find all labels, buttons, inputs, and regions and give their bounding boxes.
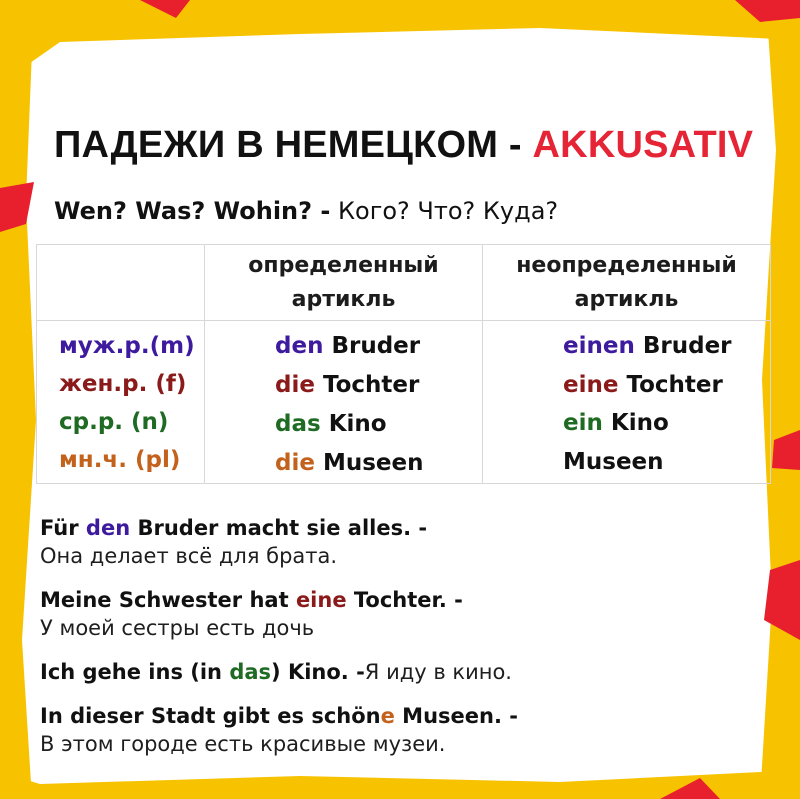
text: Für xyxy=(40,516,86,540)
example-1 xyxy=(40,514,780,570)
question-german: Wen? Was? Wohin? - xyxy=(54,197,331,225)
articles-table xyxy=(36,244,771,484)
text: ) Kino. - xyxy=(271,660,365,684)
definite-plural xyxy=(275,444,482,483)
highlighted-article: den xyxy=(85,516,131,540)
article: einen xyxy=(563,333,635,359)
noun: Kino xyxy=(320,411,387,437)
table-body-row xyxy=(37,321,771,484)
text: Tochter. - xyxy=(346,588,463,612)
header-indefinite: неопределенный артикль xyxy=(483,245,771,321)
definite-neuter xyxy=(275,405,482,444)
header-empty xyxy=(37,245,205,321)
example-4 xyxy=(40,702,780,758)
gender-column xyxy=(37,321,205,484)
article: das xyxy=(275,411,321,437)
highlighted-letter: e xyxy=(380,704,395,728)
page-title xyxy=(54,124,753,167)
table-header-row xyxy=(37,245,771,321)
title-main: ПАДЕЖИ В НЕМЕЦКОМ - xyxy=(54,124,533,166)
example-russian: У моей сестры есть дочь xyxy=(40,616,315,640)
definite-masculine xyxy=(275,327,482,366)
definite-feminine xyxy=(275,366,482,405)
article: den xyxy=(275,333,324,359)
article: die xyxy=(275,450,315,476)
noun: Museen xyxy=(314,450,424,476)
gender-neuter: ср.р. (n) xyxy=(59,409,169,435)
example-german xyxy=(40,658,365,686)
frame-red-left-mid xyxy=(0,182,34,232)
text: Museen. - xyxy=(394,704,518,728)
case-questions xyxy=(54,197,558,225)
header-definite: определенный артикль xyxy=(205,245,483,321)
frame-yellow-top xyxy=(0,0,800,70)
example-russian: Она делает всё для брата. xyxy=(40,544,338,568)
highlighted-article: eine xyxy=(295,588,347,612)
indefinite-column xyxy=(483,321,771,484)
highlighted-article: das xyxy=(229,660,272,684)
question-russian: Кого? Что? Куда? xyxy=(330,197,559,225)
gender-plural: мн.ч. (pl) xyxy=(59,447,181,473)
article: eine xyxy=(563,371,619,398)
article: die xyxy=(275,372,315,398)
indefinite-plural xyxy=(563,443,770,482)
noun: Museen xyxy=(563,448,664,475)
example-2 xyxy=(40,586,780,642)
noun: Bruder xyxy=(323,333,421,359)
noun: Tochter xyxy=(618,371,723,398)
indefinite-neuter xyxy=(563,404,770,443)
text: In dieser Stadt gibt es schön xyxy=(40,704,381,728)
example-german xyxy=(40,702,780,730)
frame-yellow-left xyxy=(0,0,36,799)
noun: Tochter xyxy=(314,372,420,398)
example-sentences xyxy=(40,514,780,774)
example-german xyxy=(40,514,780,542)
gender-masculine: муж.р.(m) xyxy=(59,333,195,359)
noun: Kino xyxy=(602,410,669,436)
article: ein xyxy=(563,410,603,436)
gender-feminine: жен.р. (f) xyxy=(59,371,187,397)
indefinite-feminine xyxy=(563,366,770,405)
example-russian: В этом городе есть красивые музеи. xyxy=(40,732,446,756)
definite-column xyxy=(205,321,483,484)
indefinite-masculine xyxy=(563,327,770,366)
noun: Bruder xyxy=(634,333,732,359)
example-3 xyxy=(40,658,780,686)
example-german xyxy=(40,586,780,614)
example-russian: Я иду в кино. xyxy=(364,660,512,684)
title-accent: AKKUSATIV xyxy=(532,124,754,166)
text: Ich gehe ins (in xyxy=(40,660,230,684)
text: Bruder macht sie alles. - xyxy=(130,516,428,540)
text: Meine Schwester hat xyxy=(40,588,296,612)
